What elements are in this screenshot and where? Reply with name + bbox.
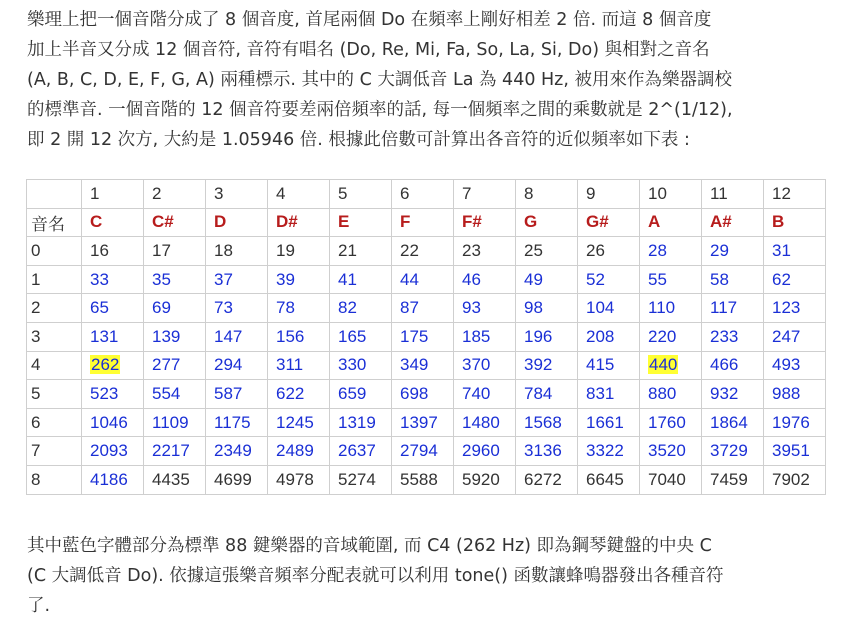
frequency-cell: 2093 bbox=[82, 437, 144, 466]
outro-line-2: (C 大調低音 Do). 依據這張樂音頻率分配表就可以利用 tone() 函數讓蜂鳴器發出各種音符 bbox=[27, 566, 724, 586]
frequency-cell: 5920 bbox=[454, 465, 516, 494]
column-number: 7 bbox=[454, 180, 516, 209]
column-number: 1 bbox=[82, 180, 144, 209]
intro-line-2: 加上半音又分成 12 個音符, 音符有唱名 (Do, Re, Mi, Fa, So, La, Si, Do) 與相對之音名 bbox=[27, 40, 710, 60]
frequency-cell: 35 bbox=[144, 265, 206, 294]
frequency-cell: 29 bbox=[702, 237, 764, 266]
note-name: C# bbox=[144, 208, 206, 237]
highlighted-frequency: 262 bbox=[91, 355, 120, 375]
table-row bbox=[27, 351, 826, 380]
frequency-cell: 17 bbox=[144, 237, 206, 266]
frequency-cell: 44 bbox=[392, 265, 454, 294]
column-number: 11 bbox=[702, 180, 764, 209]
frequency-cell: 110 bbox=[640, 294, 702, 323]
frequency-cell: 62 bbox=[764, 265, 826, 294]
frequency-cell: 659 bbox=[330, 380, 392, 409]
frequency-cell: 466 bbox=[702, 351, 764, 380]
frequency-cell: 37 bbox=[206, 265, 268, 294]
column-number: 10 bbox=[640, 180, 702, 209]
frequency-cell: 880 bbox=[640, 380, 702, 409]
column-number: 6 bbox=[392, 180, 454, 209]
frequency-cell: 587 bbox=[206, 380, 268, 409]
column-number: 2 bbox=[144, 180, 206, 209]
frequency-cell: 93 bbox=[454, 294, 516, 323]
frequency-cell: 41 bbox=[330, 265, 392, 294]
frequency-cell: 25 bbox=[516, 237, 578, 266]
frequency-cell: 3520 bbox=[640, 437, 702, 466]
column-number: 12 bbox=[764, 180, 826, 209]
frequency-cell: 6272 bbox=[516, 465, 578, 494]
frequency-cell: 1109 bbox=[144, 408, 206, 437]
frequency-cell: 220 bbox=[640, 322, 702, 351]
octave-number: 2 bbox=[27, 294, 82, 323]
frequency-cell: 18 bbox=[206, 237, 268, 266]
frequency-cell: 3136 bbox=[516, 437, 578, 466]
frequency-cell: 82 bbox=[330, 294, 392, 323]
frequency-cell: 58 bbox=[702, 265, 764, 294]
frequency-cell: 622 bbox=[268, 380, 330, 409]
table-row bbox=[27, 322, 826, 351]
frequency-cell: 3951 bbox=[764, 437, 826, 466]
frequency-cell: 2349 bbox=[206, 437, 268, 466]
frequency-cell: 415 bbox=[578, 351, 640, 380]
frequency-cell: 988 bbox=[764, 380, 826, 409]
frequency-cell: 698 bbox=[392, 380, 454, 409]
frequency-cell: 7040 bbox=[640, 465, 702, 494]
note-name-row bbox=[27, 208, 826, 237]
frequency-cell: 1864 bbox=[702, 408, 764, 437]
frequency-cell: 123 bbox=[764, 294, 826, 323]
frequency-cell: 196 bbox=[516, 322, 578, 351]
note-name: A# bbox=[702, 208, 764, 237]
corner-cell bbox=[27, 180, 82, 209]
note-name: C bbox=[82, 208, 144, 237]
table-row bbox=[27, 265, 826, 294]
frequency-cell: 131 bbox=[82, 322, 144, 351]
frequency-cell: 5588 bbox=[392, 465, 454, 494]
frequency-cell: 2637 bbox=[330, 437, 392, 466]
frequency-cell: 55 bbox=[640, 265, 702, 294]
frequency-cell: 247 bbox=[764, 322, 826, 351]
note-name: D# bbox=[268, 208, 330, 237]
frequency-cell: 16 bbox=[82, 237, 144, 266]
frequency-cell: 1760 bbox=[640, 408, 702, 437]
frequency-cell: 31 bbox=[764, 237, 826, 266]
frequency-cell: 2489 bbox=[268, 437, 330, 466]
column-number: 9 bbox=[578, 180, 640, 209]
table-row bbox=[27, 294, 826, 323]
frequency-cell: 65 bbox=[82, 294, 144, 323]
frequency-cell: 233 bbox=[702, 322, 764, 351]
frequency-cell: 1245 bbox=[268, 408, 330, 437]
frequency-cell: 156 bbox=[268, 322, 330, 351]
frequency-cell: 98 bbox=[516, 294, 578, 323]
table-row bbox=[27, 380, 826, 409]
frequency-cell: 493 bbox=[764, 351, 826, 380]
frequency-cell: 392 bbox=[516, 351, 578, 380]
frequency-cell: 1568 bbox=[516, 408, 578, 437]
octave-number: 4 bbox=[27, 351, 82, 380]
frequency-cell: 69 bbox=[144, 294, 206, 323]
frequency-cell: 294 bbox=[206, 351, 268, 380]
frequency-cell: 3322 bbox=[578, 437, 640, 466]
note-name: A bbox=[640, 208, 702, 237]
octave-number: 8 bbox=[27, 465, 82, 494]
column-number: 8 bbox=[516, 180, 578, 209]
frequency-cell: 1661 bbox=[578, 408, 640, 437]
frequency-cell: 4186 bbox=[82, 465, 144, 494]
table-row bbox=[27, 237, 826, 266]
outro-line-1: 其中藍色字體部分為標準 88 鍵樂器的音域範圍, 而 C4 (262 Hz) 即為鋼琴鍵盤的中央 C bbox=[27, 536, 712, 556]
table-header-row bbox=[27, 180, 826, 209]
frequency-cell: 21 bbox=[330, 237, 392, 266]
frequency-cell: 1397 bbox=[392, 408, 454, 437]
frequency-cell: 52 bbox=[578, 265, 640, 294]
outro-line-3: 了. bbox=[27, 596, 51, 616]
frequency-cell: 185 bbox=[454, 322, 516, 351]
frequency-cell: 147 bbox=[206, 322, 268, 351]
frequency-cell: 208 bbox=[578, 322, 640, 351]
frequency-cell: 1319 bbox=[330, 408, 392, 437]
frequency-cell: 87 bbox=[392, 294, 454, 323]
frequency-cell: 330 bbox=[330, 351, 392, 380]
frequency-cell: 7459 bbox=[702, 465, 764, 494]
table-row bbox=[27, 408, 826, 437]
frequency-cell bbox=[82, 351, 144, 380]
frequency-cell: 49 bbox=[516, 265, 578, 294]
frequency-cell: 370 bbox=[454, 351, 516, 380]
frequency-cell: 104 bbox=[578, 294, 640, 323]
frequency-cell: 831 bbox=[578, 380, 640, 409]
intro-line-4: 的標準音. 一個音階的 12 個音符要差兩倍頻率的話, 每一個頻率之間的乘數就是 2^(1/12), bbox=[27, 100, 733, 120]
note-name: G bbox=[516, 208, 578, 237]
frequency-cell: 1175 bbox=[206, 408, 268, 437]
frequency-cell: 33 bbox=[82, 265, 144, 294]
frequency-cell: 23 bbox=[454, 237, 516, 266]
column-number: 5 bbox=[330, 180, 392, 209]
intro-paragraph bbox=[27, 5, 827, 155]
highlighted-frequency: 440 bbox=[649, 355, 678, 375]
frequency-cell: 19 bbox=[268, 237, 330, 266]
frequency-cell: 784 bbox=[516, 380, 578, 409]
note-name: F bbox=[392, 208, 454, 237]
frequency-cell: 26 bbox=[578, 237, 640, 266]
octave-number: 6 bbox=[27, 408, 82, 437]
frequency-cell: 349 bbox=[392, 351, 454, 380]
note-name: F# bbox=[454, 208, 516, 237]
frequency-cell: 2794 bbox=[392, 437, 454, 466]
frequency-cell: 22 bbox=[392, 237, 454, 266]
frequency-cell: 4699 bbox=[206, 465, 268, 494]
frequency-cell: 165 bbox=[330, 322, 392, 351]
frequency-cell: 277 bbox=[144, 351, 206, 380]
frequency-cell: 1976 bbox=[764, 408, 826, 437]
octave-number: 0 bbox=[27, 237, 82, 266]
frequency-cell: 7902 bbox=[764, 465, 826, 494]
frequency-cell: 139 bbox=[144, 322, 206, 351]
frequency-cell: 740 bbox=[454, 380, 516, 409]
frequency-cell: 4978 bbox=[268, 465, 330, 494]
octave-number: 7 bbox=[27, 437, 82, 466]
frequency-cell: 932 bbox=[702, 380, 764, 409]
frequency-cell: 5274 bbox=[330, 465, 392, 494]
intro-line-5: 即 2 開 12 次方, 大約是 1.05946 倍. 根據此倍數可計算出各音符的近似頻率如下表 : bbox=[27, 130, 690, 150]
frequency-cell bbox=[640, 351, 702, 380]
note-name: G# bbox=[578, 208, 640, 237]
note-name: D bbox=[206, 208, 268, 237]
table-row bbox=[27, 465, 826, 494]
frequency-cell: 554 bbox=[144, 380, 206, 409]
frequency-cell: 39 bbox=[268, 265, 330, 294]
note-name: E bbox=[330, 208, 392, 237]
octave-number: 5 bbox=[27, 380, 82, 409]
note-frequency-table bbox=[26, 179, 826, 495]
intro-line-1: 樂理上把一個音階分成了 8 個音度, 首尾兩個 Do 在頻率上剛好相差 2 倍. 而這 8 個音度 bbox=[27, 10, 712, 30]
column-number: 4 bbox=[268, 180, 330, 209]
outro-paragraph bbox=[27, 531, 827, 621]
note-label-cell: 音名 bbox=[27, 208, 82, 237]
frequency-cell: 2217 bbox=[144, 437, 206, 466]
frequency-cell: 1480 bbox=[454, 408, 516, 437]
frequency-cell: 2960 bbox=[454, 437, 516, 466]
octave-number: 1 bbox=[27, 265, 82, 294]
note-name: B bbox=[764, 208, 826, 237]
octave-number: 3 bbox=[27, 322, 82, 351]
frequency-cell: 311 bbox=[268, 351, 330, 380]
frequency-cell: 28 bbox=[640, 237, 702, 266]
frequency-cell: 4435 bbox=[144, 465, 206, 494]
frequency-cell: 3729 bbox=[702, 437, 764, 466]
frequency-cell: 6645 bbox=[578, 465, 640, 494]
intro-line-3: (A, B, C, D, E, F, G, A) 兩種標示. 其中的 C 大調低音 La 為 440 Hz, 被用來作為樂器調校 bbox=[27, 70, 732, 90]
table-row bbox=[27, 437, 826, 466]
frequency-cell: 1046 bbox=[82, 408, 144, 437]
frequency-cell: 46 bbox=[454, 265, 516, 294]
frequency-cell: 73 bbox=[206, 294, 268, 323]
column-number: 3 bbox=[206, 180, 268, 209]
frequency-cell: 78 bbox=[268, 294, 330, 323]
frequency-cell: 175 bbox=[392, 322, 454, 351]
frequency-cell: 523 bbox=[82, 380, 144, 409]
frequency-cell: 117 bbox=[702, 294, 764, 323]
